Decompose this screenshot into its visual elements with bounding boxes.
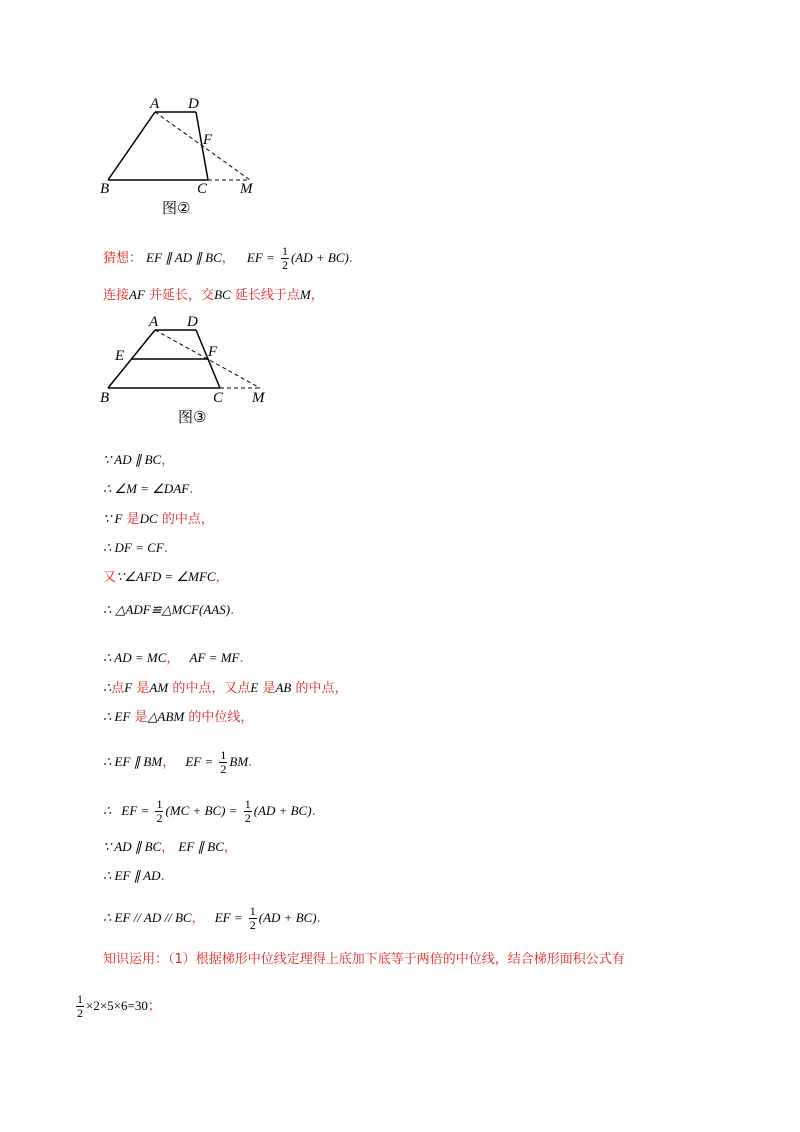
point-f-label: F (208, 344, 218, 360)
proof-step-4: ∴ DF = CF. (103, 540, 168, 556)
construct-var-m: M (299, 287, 311, 302)
proof-step-12: ∵ AD ∥ BC， EF ∥ BC， (103, 839, 237, 855)
point-b-label: B (100, 390, 110, 406)
construct-text-2: 并延长，交 (149, 288, 215, 303)
point-d-label: D (188, 96, 199, 112)
figure-2-caption: 图② (162, 199, 191, 217)
construct-var-bc: BC (214, 287, 231, 302)
knowledge-line: 知识运用：（1）根据梯形中位线定理得上底加下底等于两倍的中位线，结合梯形面积公式有 (103, 952, 625, 967)
figure-2-svg (100, 92, 270, 222)
point-f-label: F (203, 132, 213, 148)
proof-step-6: ∴ △ADF≌△MCF(AAS). (103, 602, 235, 618)
point-a-label: A (150, 96, 160, 112)
point-a-label: A (149, 314, 159, 330)
point-c-label: C (213, 390, 224, 406)
proof-step-10: ∴ EF ∥ BM， EF = $\frac{1}{2}$ BM. (103, 748, 253, 776)
proof-step-2: ∴ ∠M = ∠DAF. (103, 481, 194, 497)
conjecture-parallel: EF ∥ AD ∥ BC (146, 250, 222, 265)
proof-step-1: ∵ AD ∥ BC， (103, 452, 175, 468)
proof-step-5: 又∵∠AFD = ∠MFC， (103, 569, 229, 585)
proof-step-7: ∴ AD = MC， AF = MF. (103, 650, 244, 666)
proof-step-3: ∵ F 是DC 的中点， (103, 511, 214, 527)
conjecture-label: 猜想： (103, 251, 143, 266)
construct-text-4: ， (310, 288, 324, 303)
conjecture-fraction: $\frac{1}{2}$ (281, 244, 288, 272)
point-b-label: B (100, 181, 110, 197)
conjecture-line: 猜想： EF ∥ AD ∥ BC， EF = $\frac{1}{2}$ (AD + BC). (103, 244, 353, 272)
proof-step-8: ∴点F 是AM 的中点，又点E 是AB 的中点， (103, 680, 348, 696)
point-e-label: E (115, 348, 125, 364)
figure-3-svg (100, 310, 275, 435)
proof-step-14: ∴ EF // AD // BC， EF = $\frac{1}{2}$ (AD + BC). (103, 904, 321, 932)
construct-var-af: AF (129, 287, 145, 302)
segment-ab (108, 112, 155, 180)
point-m-label: M (240, 181, 253, 197)
conjecture-eq-rhs: (AD + BC) (290, 250, 349, 265)
construct-text-3: 延长线于点 (234, 288, 300, 303)
point-c-label: C (197, 181, 208, 197)
knowledge-calc: $\frac{1}{2}$ ×2×5×6=30； (77, 992, 161, 1020)
proof-step-11: ∴ EF = $\frac{1}{2}$ (MC + BC) = $\frac{1}{2}$ (AD + BC). (103, 797, 316, 825)
construct-line (103, 287, 324, 304)
figure-3 (100, 310, 275, 435)
proof-step-9: ∴ EF 是△ABM 的中位线， (103, 709, 254, 725)
figure-2 (100, 92, 270, 222)
construct-text-1: 连接 (103, 288, 130, 303)
conjecture-eq-lhs: EF = (246, 250, 275, 265)
figure-3-caption: 图③ (178, 408, 207, 426)
point-m-label: M (252, 390, 265, 406)
point-d-label: D (187, 314, 198, 330)
proof-step-13: ∴ EF ∥ AD. (103, 868, 165, 884)
